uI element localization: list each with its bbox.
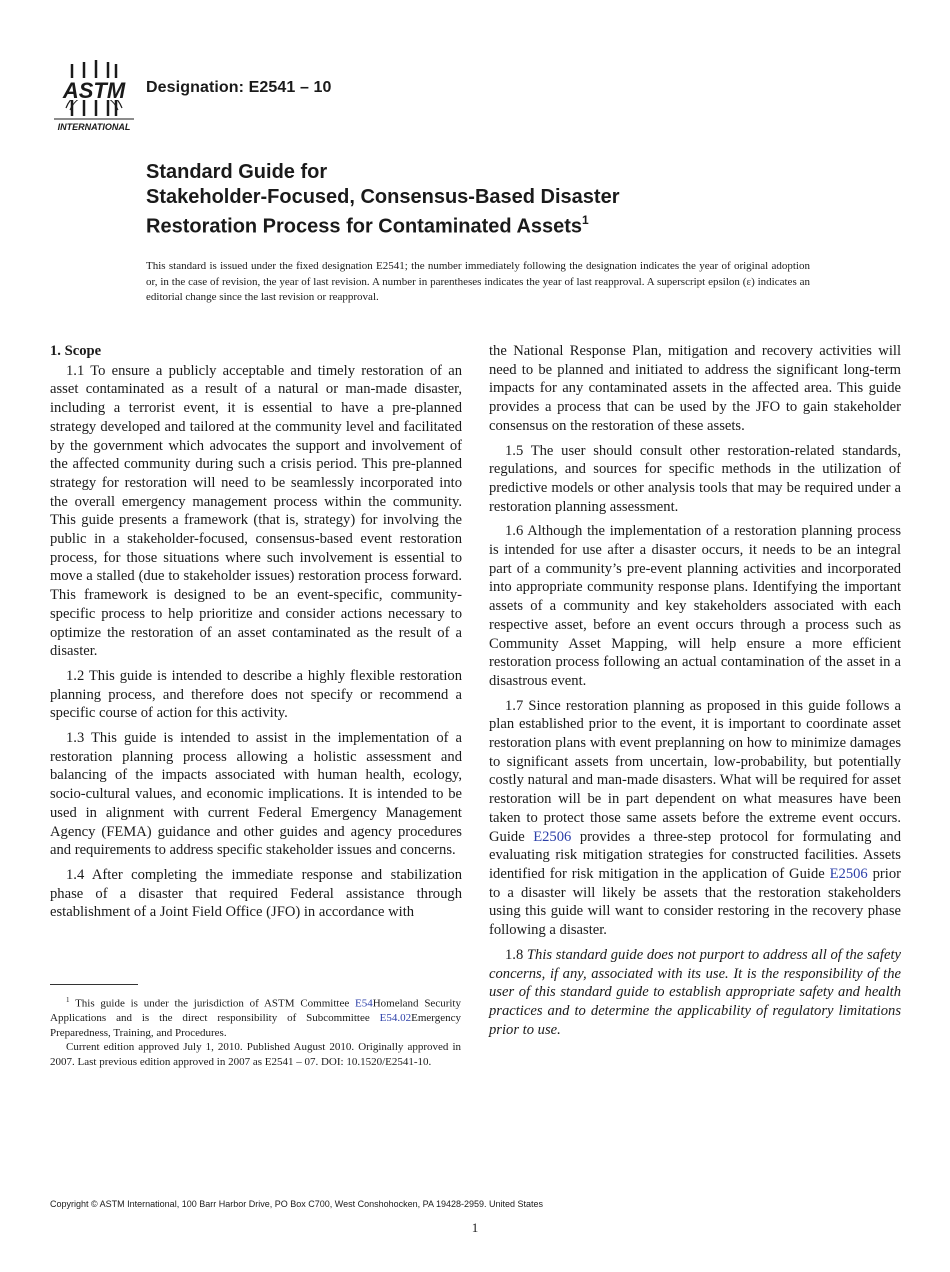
paragraph-1-2: 1.2 This guide is intended to describe a highly flexible restoration planning process, and therefore does not specify or recommend a specific course of action for this activity. <box>50 667 462 722</box>
right-column <box>489 342 901 1045</box>
title-footnote-mark: 1 <box>582 213 589 227</box>
footnotes <box>50 993 461 1069</box>
paragraph-1-6: 1.6 Although the implementation of a restoration planning process is intended for use after a disaster occurs, it needs to be an integral part of a community’s pre-event planning activities and incorporated into appropriate community response plans. Identifying the important assets of a community and key stakeholders associated with each respective asset, before an event occurs through a process such as Community Asset Mapping, will help ensure a more efficient restoration process following an actual contamination of the asset in a disastrous event. <box>489 523 901 689</box>
page-number: 1 <box>471 1220 479 1235</box>
footnote-1-part-2: Homeland Security Applications and is the direct responsibility of Subcommittee <box>50 997 461 1025</box>
footnote-edition-info: Current edition approved July 1, 2010. Published August 2010. Originally approved in 2007. Last previous edition approved in 2007 as E2541 – 07. DOI: 10.1520/E2541-10. <box>50 1041 461 1068</box>
footnote-1-part-1: This guide is under the jurisdiction of ASTM Committee <box>75 997 355 1010</box>
footnote-mark: 1 <box>66 996 70 1004</box>
paragraph-1-7 <box>489 697 901 940</box>
paragraph-1-7-part-2: provides a three-step protocol for formulating and evaluating risk mitigation strategies for constructed facilities. Assets identified for risk mitigation in the application of Guide <box>489 828 901 882</box>
paragraph-1-5: 1.5 The user should consult other restoration-related standards, regulations, and sources for specific methods in the utilization of predictive models or other analysis tools that may be required under a restoration planning assessment. <box>489 442 901 515</box>
safety-statement: This standard guide does not purport to address all of the safety concerns, if any, associated with its use. It is the responsibility of the user of this standard guide to establish appropriate safety and health practices and to determine the applicability of regulatory limitations prior to use. <box>489 946 901 1038</box>
footnote-1-part-3: Emergency Preparedness, Training, and Procedures. <box>50 1012 461 1039</box>
subcommittee-link-e54-02[interactable]: E54.02 <box>379 1012 412 1025</box>
paragraph-1-4-continued: the National Response Plan, mitigation and recovery activities will need to be planned and initiated to address the significant long-term impacts for any contaminated assets in the affected area. This guide provides a process that can be used by the JFO to gain stakeholder consensus on the restoration of these assets. <box>489 343 901 434</box>
paragraph-1-1: 1.1 To ensure a publicly acceptable and timely restoration of an asset contaminated as a result of a natural or man-made disaster, including a terrorist event, it is essential to have a pre-planned strategy developed and tailored at the community level and facilitated by the government which advocates the support and involvement of the affected community during such a crisis period. This pre-planned strategy for restoration will need to be seamlessly incorporated into the overall emergency management process within the community. This guide presents a framework (that is, strategy) for involving the public in a stakeholder-focused, consensus-based event restoration process, for those situations where such involvement is essential to move a stalled (due to stakeholder issues) restoration process forward. This framework is designed to be an event-specific, community-specific process to help prioritize and consider actions necessary to optimize the restoration of an asset contaminated as the result of a disaster. <box>50 362 462 660</box>
footnote-divider <box>50 984 138 985</box>
title-line-2: Stakeholder-Focused, Consensus-Based Disaster <box>146 185 620 208</box>
title-line-3: Restoration Process for Contaminated Assets <box>146 215 583 238</box>
title-line-1: Standard Guide for <box>146 161 328 183</box>
footnote-1 <box>50 993 461 1040</box>
copyright-notice: Copyright © ASTM International, 100 Barr Harbor Drive, PO Box C700, West Conshohocken, PA 19428-2959. United States <box>50 1199 544 1209</box>
paragraph-1-8 <box>489 946 901 1040</box>
issued-notice: This standard is issued under the fixed designation E2541; the number immediately following the designation indicates the year of original adoption or, in the case of revision, the year of last revision. A number in parentheses indicates the year of last reapproval. A superscript epsilon (ε) indicates an editorial change since the last revision or reapproval. <box>146 260 810 303</box>
paragraph-1-3: 1.3 This guide is intended to assist in the implementation of a restoration planning process allowing a holistic assessment and balancing of the impacts associated with human health, ecology, socio-cultural values, and economic implications. It is intended to be used in alignment with current Federal Emergency Management Agency (FEMA) guidance and other guides and agency procedures and requirements to address specific stakeholder issues and concerns. <box>50 730 462 859</box>
astm-logo <box>52 56 136 134</box>
paragraph-1-8-number: 1.8 <box>505 946 524 963</box>
designation: Designation: E2541 – 10 <box>146 79 332 96</box>
logo-text: ASTM <box>62 78 126 103</box>
document-title <box>146 160 846 239</box>
section-heading-scope: 1. Scope <box>50 343 102 359</box>
committee-link-e54[interactable]: E54 <box>354 997 373 1010</box>
paragraph-1-4-start: 1.4 After completing the immediate response and stabilization phase of a disaster that required Federal assistance through establishment of a Joint Field Office (JFO) in accordance with <box>50 866 462 921</box>
reference-link-e2506[interactable]: E2506 <box>533 828 572 845</box>
left-column <box>50 342 462 928</box>
logo-subtext: INTERNATIONAL <box>57 122 131 132</box>
reference-link-e2506-second[interactable]: E2506 <box>829 865 868 882</box>
paragraph-1-7-part-3: prior to a disaster will likely be assets that the restoration stakeholders using this guide will want to consider restoring in the recovery phase following a disaster. <box>489 865 901 939</box>
paragraph-1-7-part-1: 1.7 Since restoration planning as proposed in this guide follows a plan established prior to the event, it is important to coordinate asset restoration plans with event preplanning on how to minimize damages to significant assets from uncertain, low-probability, but potentially costly natural and man-made disasters. What will be required for asset restoration will be in part dependent on what measures have been taken to protect those same assets before the extreme event occurs. Guide <box>489 697 901 845</box>
